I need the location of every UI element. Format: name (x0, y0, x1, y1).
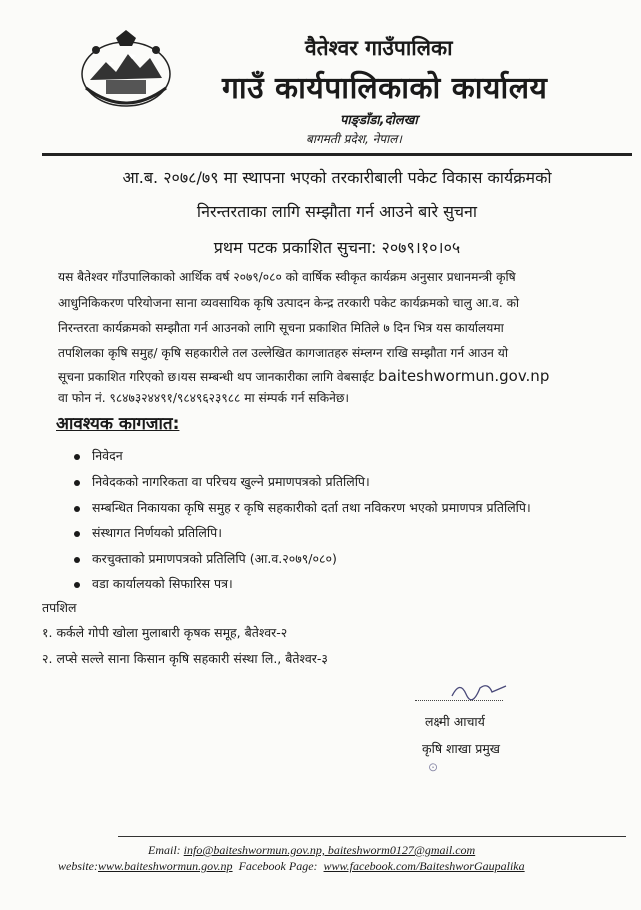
detail-item: १. कर्कले गोपी खोला मुलाबारी कृषक समूह, बैतेश्वर-२ (42, 625, 288, 640)
signatory-title: कृषि शाखा प्रमुख (422, 741, 501, 756)
footer-rule (118, 836, 626, 837)
list-item (74, 447, 123, 464)
signatory-name: लक्ष्मी आचार्य (425, 714, 485, 729)
list-item-text: सम्बन्धित निकायका कृषि समुह र कृषि सहकारीको दर्ता तथा नविकरण भएको प्रमाणपत्र प्रतिलिपि। (92, 500, 531, 515)
website-text: baiteshwormun.gov.np (378, 367, 550, 385)
website-label: website: (58, 859, 98, 873)
list-item-text: निवेदकको नागरिकता वा परिचय खुल्ने प्रमाणपत्रको प्रतिलिपि। (92, 474, 370, 489)
detail-item: २. लप्से सल्ले साना किसान कृषि सहकारी संस्था लि., बैतेश्वर-३ (42, 651, 328, 666)
footer-web-row (58, 859, 525, 874)
body-line: तपशिलका कृषि समुह/ कृषि सहकारीले तल उल्लेखित कागजातहरु संम्लग्न राखि सम्झौता गर्न आउन यो (58, 346, 509, 360)
body-line: निरन्तरता कार्यक्रमको सम्झौता गर्न आउनको लागि सूचना प्रकाशित मितिले ७ दिन भित्र यस कार्यालयमा (58, 321, 504, 335)
bullet-icon (74, 557, 80, 563)
bullet-icon (74, 582, 80, 588)
notice-title-line-2: निरन्तरताका लागि सम्झौता गर्न आउने बारे सुचना (196, 202, 478, 221)
details-heading: तपशिल (42, 600, 77, 615)
list-item-text: वडा कार्यालयको सिफारिस पत्र। (92, 576, 233, 591)
office-stamp-icon: ⊙ (426, 759, 440, 775)
facebook-label: Facebook Page: (238, 859, 318, 873)
list-item-text: संस्थागत निर्णयको प्रतिलिपि। (92, 525, 222, 540)
body-line-text: सूचना प्रकाशित गरिएको छ।यस सम्बन्धी थप जानकारीका लागि वेबसाईट (58, 370, 375, 384)
bullet-icon (74, 480, 80, 486)
municipality-name: वैतेश्वर गाउँपालिका (305, 36, 453, 60)
footer-email-row (148, 843, 475, 858)
bullet-icon (74, 531, 80, 537)
email-link[interactable]: info@baiteshwormun.gov.np, baiteshworm0127@gmail.com (183, 843, 476, 857)
office-name: गाउँ कार्यपालिकाको कार्यालय (222, 71, 548, 106)
nepal-emblem-icon (76, 28, 176, 112)
notice-publication-date: प्रथम पटक प्रकाशित सुचना: २०७९।१०।०५ (213, 238, 461, 257)
phone-line: वा फोन नं. ९८४७३२४४९१/९८४९६२३९८८ मा संम्पर्क गर्न सकिनेछ। (58, 391, 350, 405)
letterhead (0, 0, 641, 160)
body-line (58, 367, 549, 385)
address-line-2: बागमती प्रदेश, नेपाल। (306, 132, 402, 146)
address-line-1: पाङ्डाँडा,दोलखा (340, 113, 418, 128)
header-rule (42, 153, 632, 156)
website-link[interactable]: www.baiteshwormun.gov.np (98, 859, 233, 873)
bullet-icon (74, 454, 80, 460)
email-label: Email: (148, 843, 181, 857)
list-item (74, 575, 233, 592)
list-item (74, 473, 370, 490)
facebook-link[interactable]: www.facebook.com/BaiteshworGaupalika (323, 859, 525, 873)
signature-scribble-icon (450, 678, 510, 702)
signature-line (415, 700, 503, 701)
notice-title-line-1: आ.ब. २०७८/७९ मा स्थापना भएको तरकारीबाली पकेट विकास कार्यक्रमको (122, 168, 552, 187)
body-line: यस बैतेश्वर गाँउपालिकाको आर्थिक वर्ष २०७९/०८० को वार्षिक स्वीकृत कार्यक्रम अनुसार प्रधानमन्त्री कृषि (58, 270, 516, 284)
list-item (74, 550, 337, 567)
list-item-text: करचुक्ताको प्रमाणपत्रको प्रतिलिपि (आ.व.२०७९/०८०) (92, 551, 337, 566)
list-item (74, 524, 222, 541)
list-item (74, 499, 531, 516)
bullet-icon (74, 506, 80, 512)
list-item-text: निवेदन (92, 448, 123, 463)
required-documents-heading: आवश्यक कागजात: (56, 414, 180, 434)
body-line: आधुनिकिकरण परियोजना साना व्यवसायिक कृषि उत्पादन केन्द्र तरकारी पकेट कार्यक्रमको चालु आ.व. को (58, 296, 520, 310)
